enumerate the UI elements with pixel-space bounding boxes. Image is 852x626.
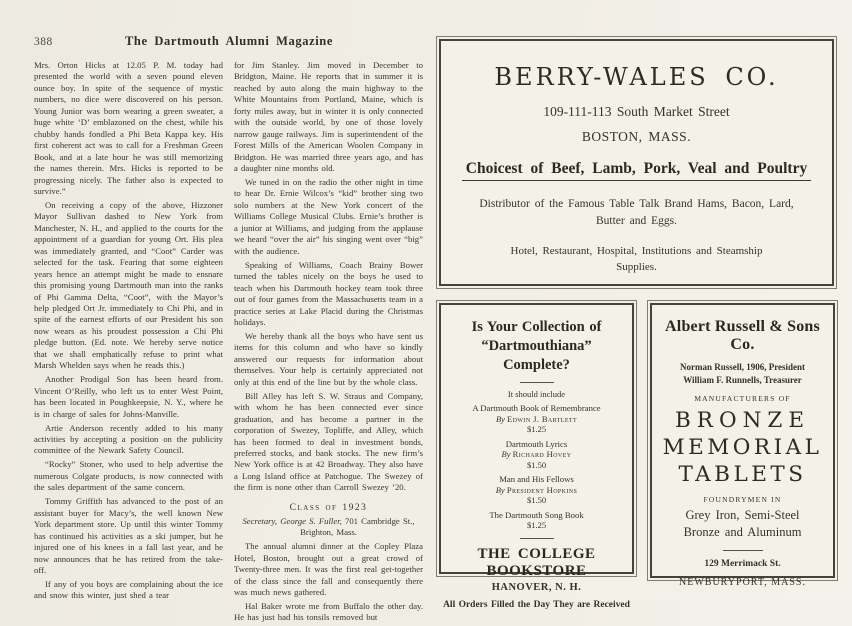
berry-wales-ad (436, 36, 837, 289)
russell-foundrymen-label: FOUNDRYMEN IN (703, 495, 782, 504)
book-price: $1.25 (526, 520, 547, 530)
berry-wales-city: BOSTON, MASS. (581, 129, 692, 144)
book-item (441, 510, 632, 531)
paragraph: for Jim Stanley. Jim moved in December to Bridgton, Maine. He reports that in summer it is reached by auto along the main highway to the White Mountains from Portland, Maine, which is forty miles away, but in winter it is only connected with the outside world, by one of those lovely narrow gauge railways. Jim is superintendent of the Forest Mills of the American Woolen Company in Bridgton. He was married three years ago, and has a daughter nine months old. (234, 60, 423, 174)
college-bookstore-ad (436, 300, 637, 610)
paragraph: Bill Alley has left S. W. Straus and Company, with whom he has been connected ever since graduation, and has become a partner in the corporation of Swezey, Topliffe, and Alley, which has been formed to deal in investment bonds, preferred stocks, and bank stocks. The new firm’s New York office is at 42 Broadway. They also have a Long Island office at Patchogue. The Swezey of the firm is none other than Carroll Swezey ’20. (234, 390, 423, 493)
editorial-section (34, 34, 424, 626)
albert-russell-ad (647, 300, 838, 588)
bookstore-headline: Is Your Collection of “Dartmouthiana” Complete? (471, 319, 602, 373)
paragraph: We hereby thank all the boys who have sent us items for this column and who have so kindly answered our requests for information about themselves. Your help is certainly appreciated not only at this end of the line but by the whole class. (234, 330, 423, 387)
russell-manufacturers-label: MANUFACTURERS OF (694, 394, 791, 403)
secretary-address: 701 Cambridge St., Brighton, Mass. (300, 516, 415, 538)
left-text-column (34, 60, 223, 626)
book-author: By President Hopkins (495, 484, 578, 495)
book-price: $1.50 (526, 459, 547, 470)
paragraph: Another Prodigal Son has been heard from. Vincent O’Reilly, who left us to enter West Point, has been located in Poughkeepsie, N. Y., where he is in charge of sales for Johns-Manville. (34, 374, 223, 419)
book-author: By Richard Hovey (501, 449, 572, 459)
russell-product-memorial: MEMORIAL (662, 435, 823, 460)
book-title: Man and His Fellows (499, 474, 574, 484)
paragraph: On receiving a copy of the above, Hizzoner Mayor Sullivan dashed to New York from Manchester, N. H., and applied to the courts for the appointment of a guardian for young Ort. His plea was immediately granted, and “Coot” Carder was selected for the task. Fearing that some eighteen years hence an attempt might be made to ensnare this promising young Dartmouth man into the ranks of Phi Gamma Delta, “Coot”, with the Mayor’s help pledged Ort Jr. immediately to Chi Phi, and in spite of the earnest efforts of our President his son now wears as his proudest possession a Chi Phi pledge button. (Ed. note. We hereby serve notice that we shall emphatically refuse to print what Marsh Whelden says when he reads this.) (34, 199, 223, 371)
bookstore-footer: All Orders Filled the Day They are Received (443, 599, 630, 610)
paragraph: Hal Baker wrote me from Buffalo the other day. He has just had his tonsils removed but (234, 600, 423, 623)
russell-product-bronze: BRONZE (674, 408, 811, 433)
paragraph: The annual alumni dinner at the Copley Plaza Hotel, Boston, brought out a great crowd of Twenty-three men. It was the first real get-together of the class since the fall and consequently there was much news gathered. (234, 541, 423, 598)
russell-street: 129 Merrimack St. (704, 559, 781, 569)
paragraph: Mrs. Orton Hicks at 12.05 P. M. today had presented the world with a seven pound eleven ounce boy. In spite of the sequence of mystic numbers, no dice were discovered on his person. Young Junior was born wearing a green sweater, a huge white ‘D’ emblazoned on the chest, while his chubby hands fondled a Phi Beta Kappa key. His first coherent act was to call for a Freshman Green Book, and at a late hour he was still memorizing the names therein. Mrs. Hicks is reported to be progressing nicely. The father also is expected to survive.” (34, 60, 223, 196)
paragraph: “Rocky” Stoner, who used to help advertise the numerous Colgate products, is now connected with the sales department of the same concern. (34, 459, 223, 493)
russell-president: Norman Russell, 1906, President (679, 362, 806, 372)
book-price: $1.25 (526, 424, 547, 434)
russell-city: NEWBURYPORT, MASS. (679, 577, 806, 588)
paragraph: Artie Anderson recently added to his many activities by accepting a position on the publicity committee of the Newark Safety Council. (34, 422, 223, 456)
berry-wales-tagline: Choicest of Beef, Lamb, Pork, Veal and Poultry (462, 160, 811, 181)
class-of-1923-heading: Class of 1923 (289, 502, 368, 513)
paragraph: Tommy Griffith has advanced to the post of an assistant buyer for Macy’s, the well known New York department store. Up until this winter Tommy has continued his activities as a ski jumper, but he injured one of his knees in a fall last year, and he now announces that he has retired from the take-off. (34, 496, 223, 575)
book-price: $1.50 (526, 495, 547, 505)
paragraph: Speaking of Williams, Coach Brainy Bower turned the tables nicely on the boys he used to teach when his Dartmouth hockey team took three out of four games from the Massachusetts team in a practice series at Lake Placid during the Christmas holidays. (234, 259, 423, 327)
russell-treasurer: William F. Runnells, Treasurer (683, 374, 802, 385)
bookstore-include-label: It should include (507, 389, 566, 399)
russell-officers (652, 361, 833, 386)
bookstore-location: HANOVER, N. H. (491, 581, 582, 593)
divider-rule (520, 382, 554, 383)
book-title: Dartmouth Lyrics (505, 438, 568, 449)
book-item (441, 439, 632, 471)
berry-wales-services-line: Hotel, Restaurant, Hospital, Institutions and Steamship Supplies. (510, 245, 763, 273)
book-author: By Edwin J. Bartlett (495, 413, 578, 424)
page-number: 388 (34, 36, 53, 48)
russell-materials: Grey Iron, Semi-Steel Bronze and Aluminum (683, 508, 802, 539)
russell-product-tablets: TABLETS (678, 462, 807, 487)
right-text-column (234, 60, 423, 626)
paragraph: If any of you boys are complaining about the ice and snow this winter, just shed a tear (34, 578, 223, 601)
book-title: The Dartmouth Song Book (489, 509, 584, 520)
page-header (34, 34, 424, 56)
divider-rule (520, 538, 554, 539)
divider-rule (723, 550, 763, 551)
book-title: A Dartmouth Book of Remembrance (472, 403, 601, 413)
bookstore-name: THE COLLEGE BOOKSTORE (477, 545, 596, 579)
book-item (441, 403, 632, 435)
paragraph: We tuned in on the radio the other night in time to hear Dr. Ernie Wilcox’s “kid” brother sing two solo numbers at the New York concert of the Williams College Musical Clubs. Ernie’s brother is a junior at Williams, and judging from the applause we heard “over the air” his singing went over “big” with the audience. (234, 177, 423, 256)
berry-wales-title: BERRY-WALES CO. (494, 63, 779, 91)
class-secretary-line (234, 516, 423, 538)
book-item (441, 474, 632, 506)
berry-wales-address: 109-111-113 South Market Street (543, 104, 730, 119)
berry-wales-distributor-line: Distributor of the Famous Table Talk Brand Hams, Bacon, Lard, Butter and Eggs. (479, 198, 794, 227)
russell-headline: Albert Russell & Sons Co. (665, 318, 820, 353)
secretary-name: Secretary, George S. Fuller, (242, 516, 342, 527)
magazine-title: The Dartmouth Alumni Magazine (125, 34, 333, 48)
